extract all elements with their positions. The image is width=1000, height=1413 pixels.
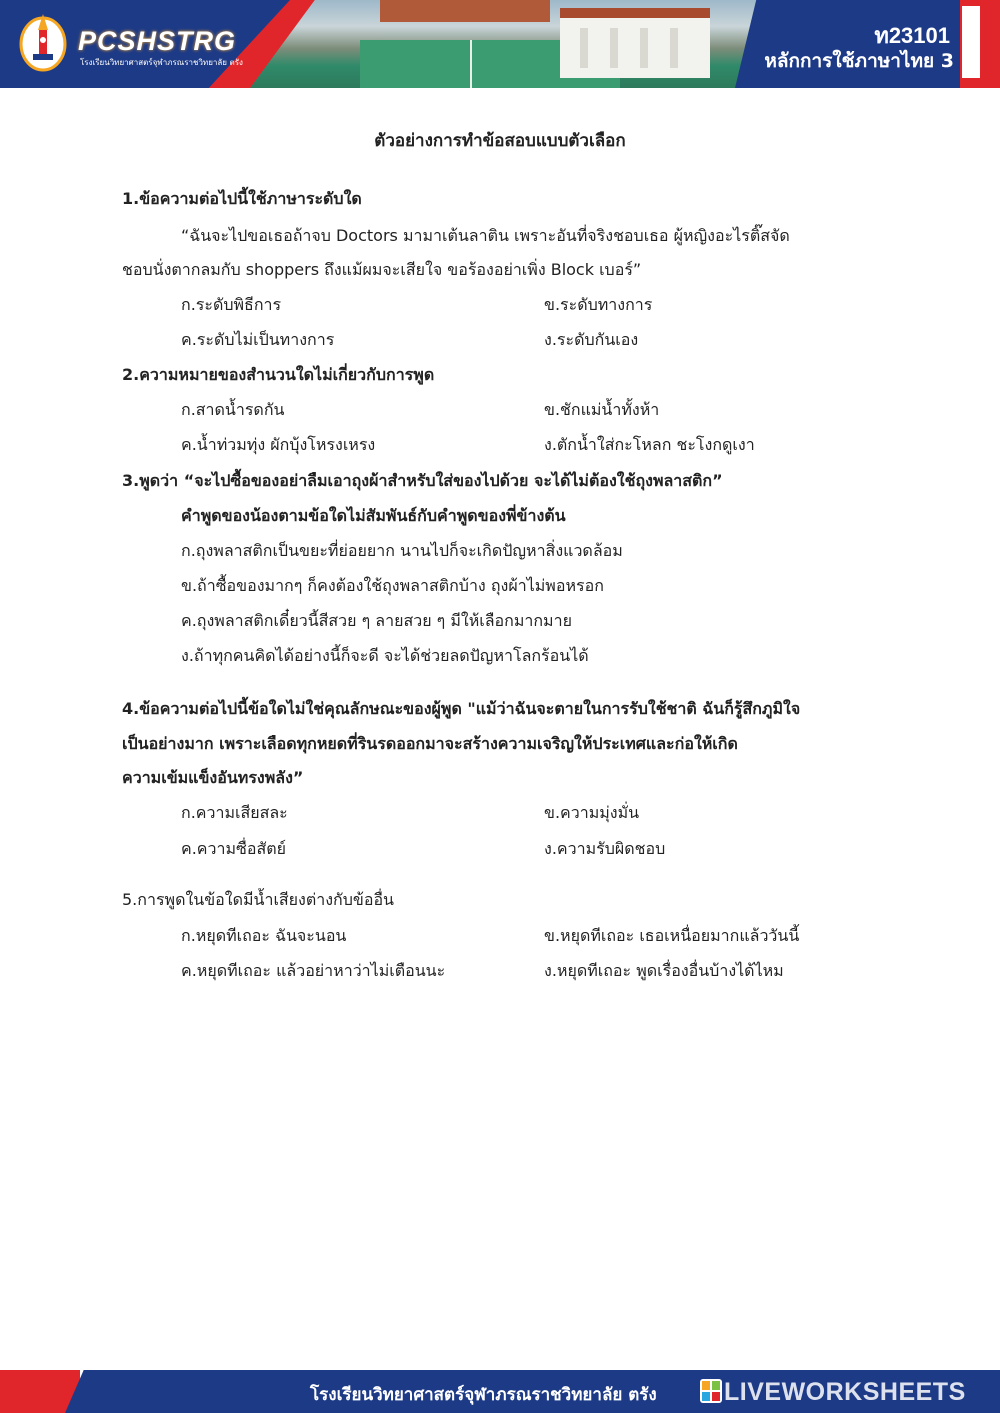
page-header	[0, 0, 1000, 88]
header-white-bar	[962, 6, 980, 78]
question-5-option-d[interactable]: ง.หยุดทีเถอะ พูดเรื่องอื่นบ้างได้ไหม	[544, 961, 784, 980]
school-logo-subtitle: โรงเรียนวิทยาศาสตร์จุฬาภรณราชวิทยาลัย ตรัง	[80, 58, 243, 67]
liveworksheets-watermark[interactable]: LIVEWORKSHEETS	[724, 1378, 966, 1406]
question-5-prompt: 5.การพูดในข้อใดมีน้ำเสียงต่างกับข้ออื่น	[122, 890, 394, 909]
question-2-option-c[interactable]: ค.น้ำท่วมทุ่ง ผักบุ้งโหรงเหรง	[181, 435, 376, 454]
question-5-option-c[interactable]: ค.หยุดทีเถอะ แล้วอย่าหาว่าไม่เตือนนะ	[181, 961, 446, 980]
question-3-prompt: 3.พูดว่า “จะไปซื้อของอย่าลืมเอาถุงผ้าสำหรับใส่ของไปด้วย จะได้ไม่ต้องใช้ถุงพลาสติก”	[122, 471, 723, 490]
question-4-option-a[interactable]: ก.ความเสียสละ	[181, 803, 288, 822]
course-name: หลักการใช้ภาษาไทย 3	[764, 50, 954, 72]
question-5-option-b[interactable]: ข.หยุดทีเถอะ เธอเหนื่อยมากแล้ววันนี้	[544, 926, 800, 945]
question-1-option-d[interactable]: ง.ระดับกันเอง	[544, 330, 639, 349]
question-4-option-b[interactable]: ข.ความมุ่งมั่น	[544, 803, 640, 822]
question-4-prompt-line-1: 4.ข้อความต่อไปนี้ข้อใดไม่ใช่คุณลักษณะของผู้พูด "แม้ว่าฉันจะตายในการรับใช้ชาติ ฉันก็รู้สึกภูมิใจ	[122, 699, 801, 718]
question-3-option-d[interactable]: ง.ถ้าทุกคนคิดได้อย่างนี้ก็จะดี จะได้ช่วยลดปัญหาโลกร้อนได้	[181, 646, 589, 665]
question-2-option-a[interactable]: ก.สาดน้ำรดกัน	[181, 400, 285, 419]
question-1-quote-line-2: ชอบนั่งตากลมกับ shoppers ถึงแม้ผมจะเสียใจ ขอร้องอย่าเพิ่ง Block เบอร์”	[122, 260, 642, 279]
question-3-option-a[interactable]: ก.ถุงพลาสติกเป็นขยะที่ย่อยยาก นานไปก็จะเกิดปัญหาสิ่งแวดล้อม	[181, 541, 623, 560]
question-1-prompt: 1.ข้อความต่อไปนี้ใช้ภาษาระดับใด	[122, 189, 362, 208]
question-3-option-c[interactable]: ค.ถุงพลาสติกเดี๋ยวนี้สีสวย ๆ ลายสวย ๆ มีให้เลือกมากมาย	[181, 611, 572, 630]
question-2-option-b[interactable]: ข.ชักแม่น้ำทั้งห้า	[544, 400, 660, 419]
question-2-prompt: 2.ความหมายของสำนวนใดไม่เกี่ยวกับการพูด	[122, 365, 435, 384]
course-code: ท23101	[874, 23, 950, 48]
question-1-option-c[interactable]: ค.ระดับไม่เป็นทางการ	[181, 330, 335, 349]
question-3-option-b[interactable]: ข.ถ้าซื้อของมากๆ ก็คงต้องใช้ถุงพลาสติกบ้าง ถุงผ้าไม่พอหรอก	[181, 576, 604, 595]
footer-school-name: โรงเรียนวิทยาศาสตร์จุฬาภรณราชวิทยาลัย ตรัง	[310, 1385, 657, 1405]
question-2-option-d[interactable]: ง.ตักน้ำใส่กะโหลก ชะโงกดูเงา	[544, 435, 755, 454]
school-logo-text: PCSHSTRG	[78, 26, 237, 56]
page-title: ตัวอย่างการทำข้อสอบแบบตัวเลือก	[374, 131, 626, 151]
question-4-prompt-line-3: ความเข้มแข็งอันทรงพลัง”	[122, 768, 304, 787]
school-emblem-icon	[18, 10, 68, 72]
school-photo-roof	[380, 0, 550, 22]
liveworksheets-logo-icon	[700, 1379, 722, 1403]
question-1-option-b[interactable]: ข.ระดับทางการ	[544, 295, 653, 314]
question-1-option-a[interactable]: ก.ระดับพิธีการ	[181, 295, 282, 314]
question-4-option-c[interactable]: ค.ความซื่อสัตย์	[181, 839, 287, 858]
question-1-quote-line-1: “ฉันจะไปขอเธอถ้าจบ Doctors มามาเต้นลาติน เพราะอันที่จริงชอบเธอ ผู้หญิงอะไรติ๊สจัด	[181, 226, 790, 245]
question-5-option-a[interactable]: ก.หยุดทีเถอะ ฉันจะนอน	[181, 926, 347, 945]
question-4-prompt-line-2: เป็นอย่างมาก เพราะเลือดทุกหยดที่รินรดออกมาจะสร้างความเจริญให้ประเทศและก่อให้เกิด	[122, 734, 738, 753]
page-footer	[0, 1370, 1000, 1413]
school-photo-court-line	[470, 40, 472, 88]
school-photo-building	[560, 8, 710, 78]
question-4-option-d[interactable]: ง.ความรับผิดชอบ	[544, 839, 666, 858]
question-3-prompt-line-2: คำพูดของน้องตามข้อใดไม่สัมพันธ์กับคำพูดของพี่ข้างต้น	[181, 506, 566, 525]
